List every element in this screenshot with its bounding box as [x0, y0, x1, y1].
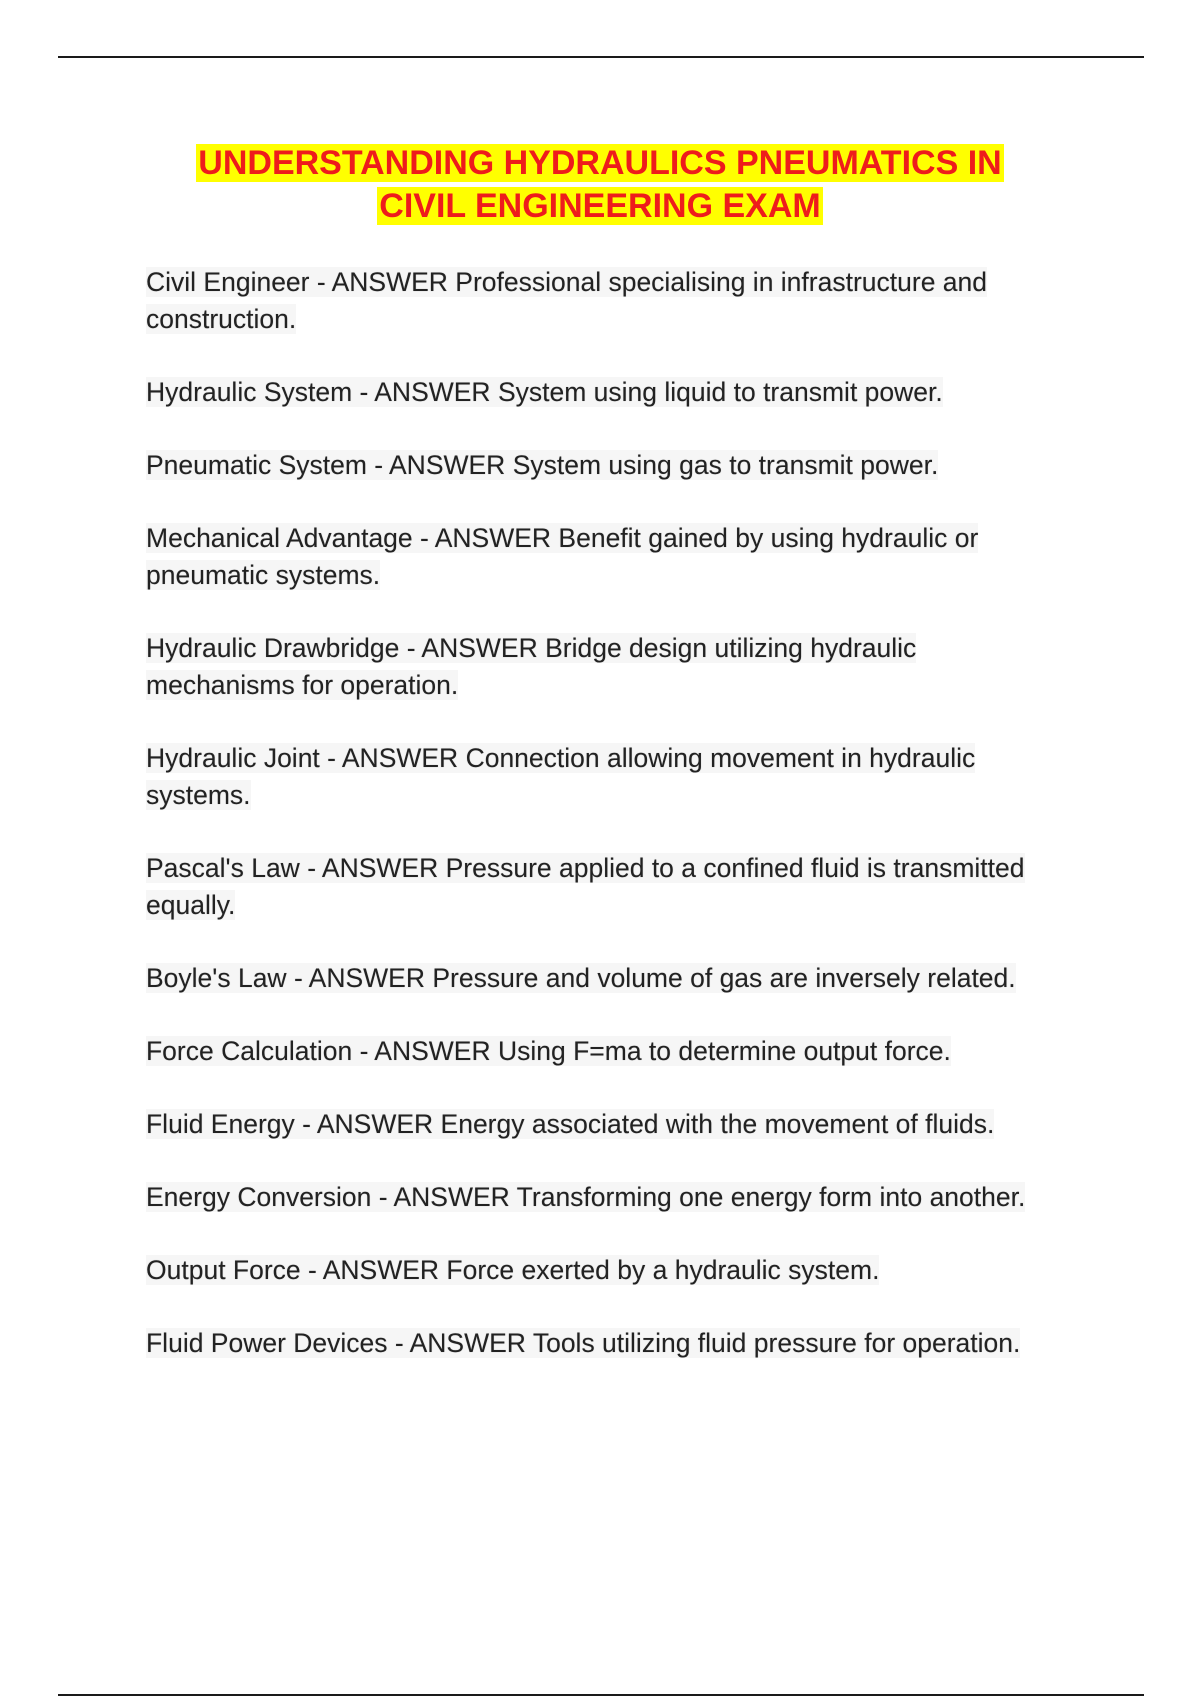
entry-separator: - ANSWER	[352, 377, 498, 407]
entry-term: Force Calculation	[146, 1036, 353, 1066]
flashcard-entry	[146, 1106, 1066, 1143]
entry-separator: - ANSWER	[319, 743, 466, 773]
entry-answer: Transforming one energy form into another.	[516, 1182, 1026, 1212]
entry-separator: - ANSWER	[366, 450, 513, 480]
entry-term: Hydraulic Drawbridge	[146, 633, 400, 663]
flashcard-entry	[146, 960, 1066, 997]
flashcard-text	[146, 1182, 1025, 1212]
flashcard-entry	[146, 374, 1066, 411]
entry-answer: Bridge design utilizing hydraulic mechanisms for operation.	[146, 633, 917, 700]
top-horizontal-rule	[58, 56, 1144, 58]
entry-term: Hydraulic System	[146, 377, 353, 407]
entry-answer: Force exerted by a hydraulic system.	[446, 1255, 880, 1285]
entry-answer: Tools utilizing fluid pressure for operation.	[532, 1328, 1021, 1358]
bottom-horizontal-rule	[58, 1694, 1144, 1696]
entry-separator: - ANSWER	[371, 1182, 517, 1212]
flashcard-entry	[146, 447, 1066, 484]
entry-term: Mechanical Advantage	[146, 523, 413, 553]
document-title	[100, 142, 1100, 228]
flashcard-text	[146, 853, 1025, 920]
entry-answer: System using gas to transmit power.	[512, 450, 939, 480]
entry-term: Pascal's Law	[146, 853, 300, 883]
entry-separator: - ANSWER	[294, 1109, 441, 1139]
flashcard-entry	[146, 264, 1066, 338]
entry-separator: - ANSWER	[300, 1255, 447, 1285]
flashcard-entry	[146, 1179, 1066, 1216]
flashcard-entry	[146, 520, 1066, 594]
flashcard-entry	[146, 630, 1066, 704]
title-line-2: CIVIL ENGINEERING EXAM	[379, 187, 821, 225]
flashcard-entry	[146, 1252, 1066, 1289]
title-line-1: UNDERSTANDING HYDRAULICS PNEUMATICS IN	[198, 144, 1002, 182]
flashcard-entry	[146, 740, 1066, 814]
entry-term: Fluid Power Devices	[146, 1328, 388, 1358]
entry-term: Pneumatic System	[146, 450, 367, 480]
entry-term: Civil Engineer	[146, 267, 310, 297]
entry-answer: System using liquid to transmit power.	[497, 377, 943, 407]
entry-answer: Professional specialising in infrastructure and construction.	[146, 267, 988, 334]
flashcard-text	[146, 633, 916, 700]
flashcard-text	[146, 523, 978, 590]
entry-answer: Benefit gained by using hydraulic or pneumatic systems.	[146, 523, 979, 590]
entry-answer: Pressure applied to a confined fluid is transmitted equally.	[146, 853, 1025, 920]
entry-term: Energy Conversion	[146, 1182, 372, 1212]
entry-term: Output Force	[146, 1255, 301, 1285]
entry-answer: Energy associated with the movement of fluids.	[440, 1109, 995, 1139]
entry-term: Fluid Energy	[146, 1109, 295, 1139]
entry-answer: Pressure and volume of gas are inversely related.	[432, 963, 1016, 993]
entry-term: Boyle's Law	[146, 963, 287, 993]
entry-separator: - ANSWER	[299, 853, 446, 883]
flashcard-text	[146, 1109, 994, 1139]
entry-separator: - ANSWER	[309, 267, 456, 297]
entry-separator: - ANSWER	[352, 1036, 498, 1066]
flashcard-list	[146, 264, 1066, 1398]
flashcard-text	[146, 743, 975, 810]
entry-separator: - ANSWER	[399, 633, 546, 663]
flashcard-text	[146, 377, 943, 407]
entry-separator: - ANSWER	[412, 523, 559, 553]
flashcard-text	[146, 1328, 1020, 1358]
entry-answer: Connection allowing movement in hydraulic systems.	[146, 743, 976, 810]
flashcard-entry	[146, 1325, 1066, 1362]
flashcard-entry	[146, 1033, 1066, 1070]
entry-term: Hydraulic Joint	[146, 743, 320, 773]
flashcard-text	[146, 963, 1016, 993]
entry-separator: - ANSWER	[387, 1328, 533, 1358]
entry-answer: Using F=ma to determine output force.	[497, 1036, 951, 1066]
entry-separator: - ANSWER	[286, 963, 433, 993]
flashcard-text	[146, 1036, 951, 1066]
flashcard-text	[146, 450, 938, 480]
flashcard-entry	[146, 850, 1066, 924]
flashcard-text	[146, 267, 987, 334]
flashcard-text	[146, 1255, 879, 1285]
